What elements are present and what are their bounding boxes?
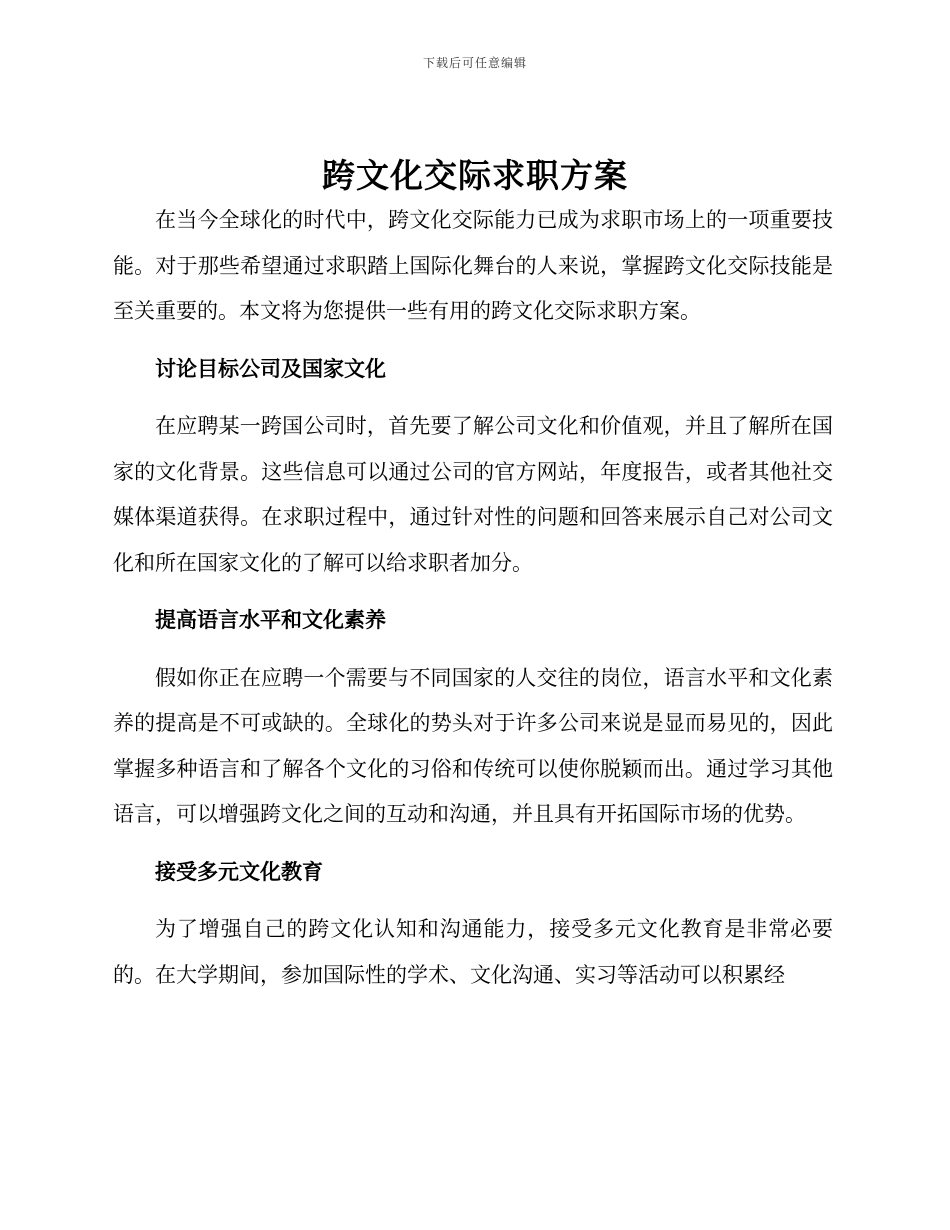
section-multicultural-education — [113, 850, 833, 999]
section-paragraph: 在应聘某一跨国公司时，首先要了解公司文化和价值观，并且了解所在国家的文化背景。这些信息可以通过公司的官方网站，年度报告，或者其他社交媒体渠道获得。在求职过程中，通过针对性的问题和回答来展示自己对公司文化和所在国家文化的了解可以给求职者加分。 — [113, 414, 833, 575]
intro-paragraph: 在当今全球化的时代中，跨文化交际能力已成为求职市场上的一项重要技能。对于那些希望通过求职踏上国际化舞台的人来说，掌握跨文化交际技能是至关重要的。本文将为您提供一些有用的跨文化交际求职方案。 — [113, 208, 833, 323]
section-paragraph: 为了增强自己的跨文化认知和沟通能力，接受多元文化教育是非常必要的。在大学期间，参加国际性的学术、文化沟通、实习等活动可以积累经 — [113, 917, 833, 987]
section-language-culture — [113, 598, 833, 838]
section-heading: 讨论目标公司及国家文化 — [155, 356, 386, 381]
section-paragraph: 假如你正在应聘一个需要与不同国家的人交往的岗位，语言水平和文化素养的提高是不可或缺的。全球化的势头对于许多公司来说是显而易见的，因此掌握多种语言和了解各个文化的习俗和传统可以使你脱颖而出。通过学习其他语言，可以增强跨文化之间的互动和沟通，并且具有开拓国际市场的优势。 — [113, 665, 833, 826]
section-heading: 提高语言水平和文化素养 — [155, 608, 386, 632]
document-title: 跨文化交际求职方案 — [322, 156, 628, 195]
page-header-note: 下载后可任意编辑 — [422, 56, 527, 70]
section-heading: 接受多元文化教育 — [155, 859, 323, 884]
document-body — [113, 198, 833, 998]
section-company-culture — [113, 347, 833, 587]
